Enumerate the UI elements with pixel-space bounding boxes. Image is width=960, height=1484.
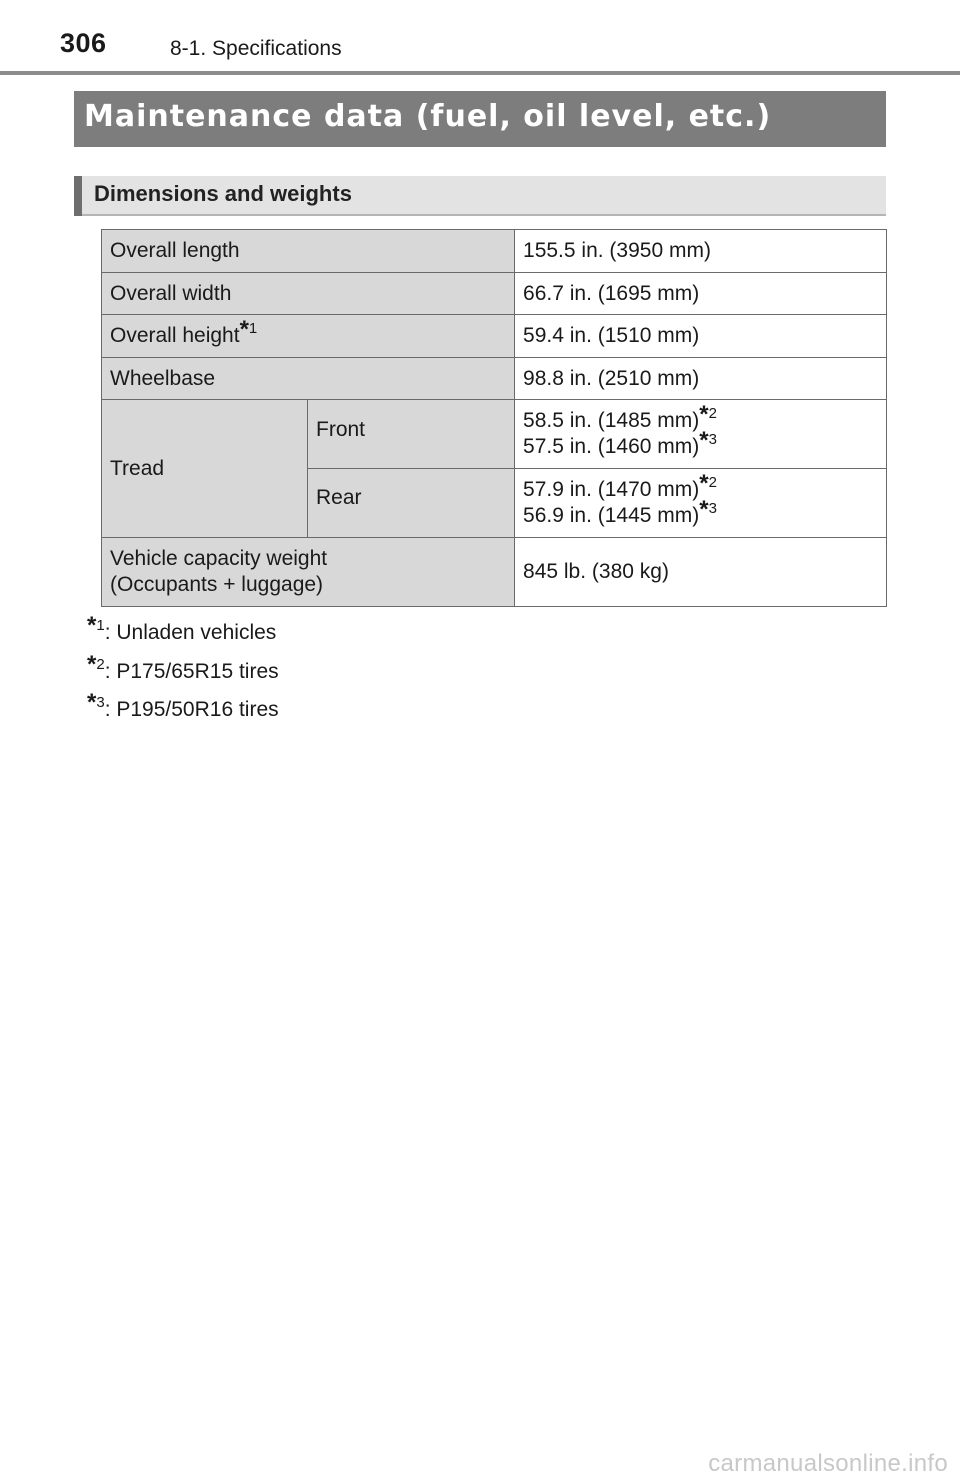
- row-value: 59.4 in. (1510 mm): [515, 315, 887, 358]
- section-label: 8-1. Specifications: [170, 37, 342, 60]
- footnote-star: *: [239, 316, 249, 343]
- row-label: Overall height: [110, 324, 240, 347]
- value-text: 56.9 in. (1445 mm): [523, 504, 700, 527]
- value-text: 57.9 in. (1470 mm): [523, 478, 700, 501]
- section-heading-bar: [74, 176, 886, 216]
- page-title-bar: [74, 91, 886, 147]
- table-row: [102, 400, 887, 469]
- value-text: 58.5 in. (1485 mm): [523, 409, 700, 432]
- footnote-text: : Unladen vehicles: [104, 621, 277, 644]
- value-line: [523, 496, 878, 529]
- footnote-star: *: [699, 401, 709, 428]
- footnote: [87, 650, 279, 693]
- row-label: Wheelbase: [102, 358, 515, 400]
- row-value: 98.8 in. (2510 mm): [515, 358, 887, 400]
- table-row: [102, 315, 887, 358]
- footnote-text: : P175/65R15 tires: [104, 659, 279, 683]
- table-row: [102, 538, 887, 607]
- row-value-cell: [515, 400, 887, 469]
- row-label: Overall width: [102, 273, 515, 315]
- page-number: 306: [60, 28, 107, 58]
- section-heading: Dimensions and weights: [94, 181, 352, 206]
- footnote-ref: 1: [248, 320, 258, 337]
- table-row: [102, 230, 887, 273]
- watermark: carmanualsonline.info: [708, 1450, 948, 1477]
- row-value: 155.5 in. (3950 mm): [515, 230, 887, 273]
- footnotes: [87, 612, 279, 731]
- footnote: [87, 612, 279, 654]
- footnote-ref: 3: [708, 431, 717, 448]
- value-text: 57.5 in. (1460 mm): [523, 435, 700, 458]
- footnote-ref: 2: [96, 655, 105, 673]
- row-label-cell: [102, 315, 515, 358]
- footnote-star: *: [699, 427, 709, 454]
- footnote-ref: 2: [708, 474, 717, 491]
- table-row: [102, 273, 887, 315]
- footnote-star: *: [87, 650, 97, 678]
- row-value-cell: [515, 469, 887, 538]
- footnote: [87, 689, 279, 731]
- footnote-star: *: [699, 470, 709, 497]
- section-heading-accent: [74, 176, 82, 216]
- row-value: 845 lb. (380 kg): [515, 538, 887, 607]
- footnote-ref: 2: [708, 405, 717, 422]
- row-label: Overall length: [102, 230, 515, 273]
- page-title: Maintenance data (fuel, oil level, etc.): [84, 99, 772, 134]
- header-rule: [0, 71, 960, 75]
- table-row: [102, 358, 887, 400]
- footnote-star: *: [699, 496, 709, 523]
- footnote-ref: 3: [96, 694, 105, 711]
- footnote-ref: 3: [708, 500, 717, 517]
- footnote-text: : P195/50R16 tires: [104, 698, 279, 721]
- footnote-star: *: [87, 612, 97, 639]
- row-value: 66.7 in. (1695 mm): [515, 273, 887, 315]
- row-label-line: Vehicle capacity weight: [110, 547, 328, 570]
- row-label-cell: [102, 538, 515, 607]
- row-sublabel: Rear: [308, 469, 515, 538]
- row-sublabel: Front: [308, 400, 515, 469]
- footnote-star: *: [87, 689, 97, 716]
- dimensions-table: [101, 229, 887, 607]
- row-label-line: (Occupants + luggage): [110, 573, 324, 596]
- row-label: Tread: [102, 400, 308, 538]
- footnote-ref: 1: [96, 617, 105, 634]
- value-line: [523, 427, 878, 460]
